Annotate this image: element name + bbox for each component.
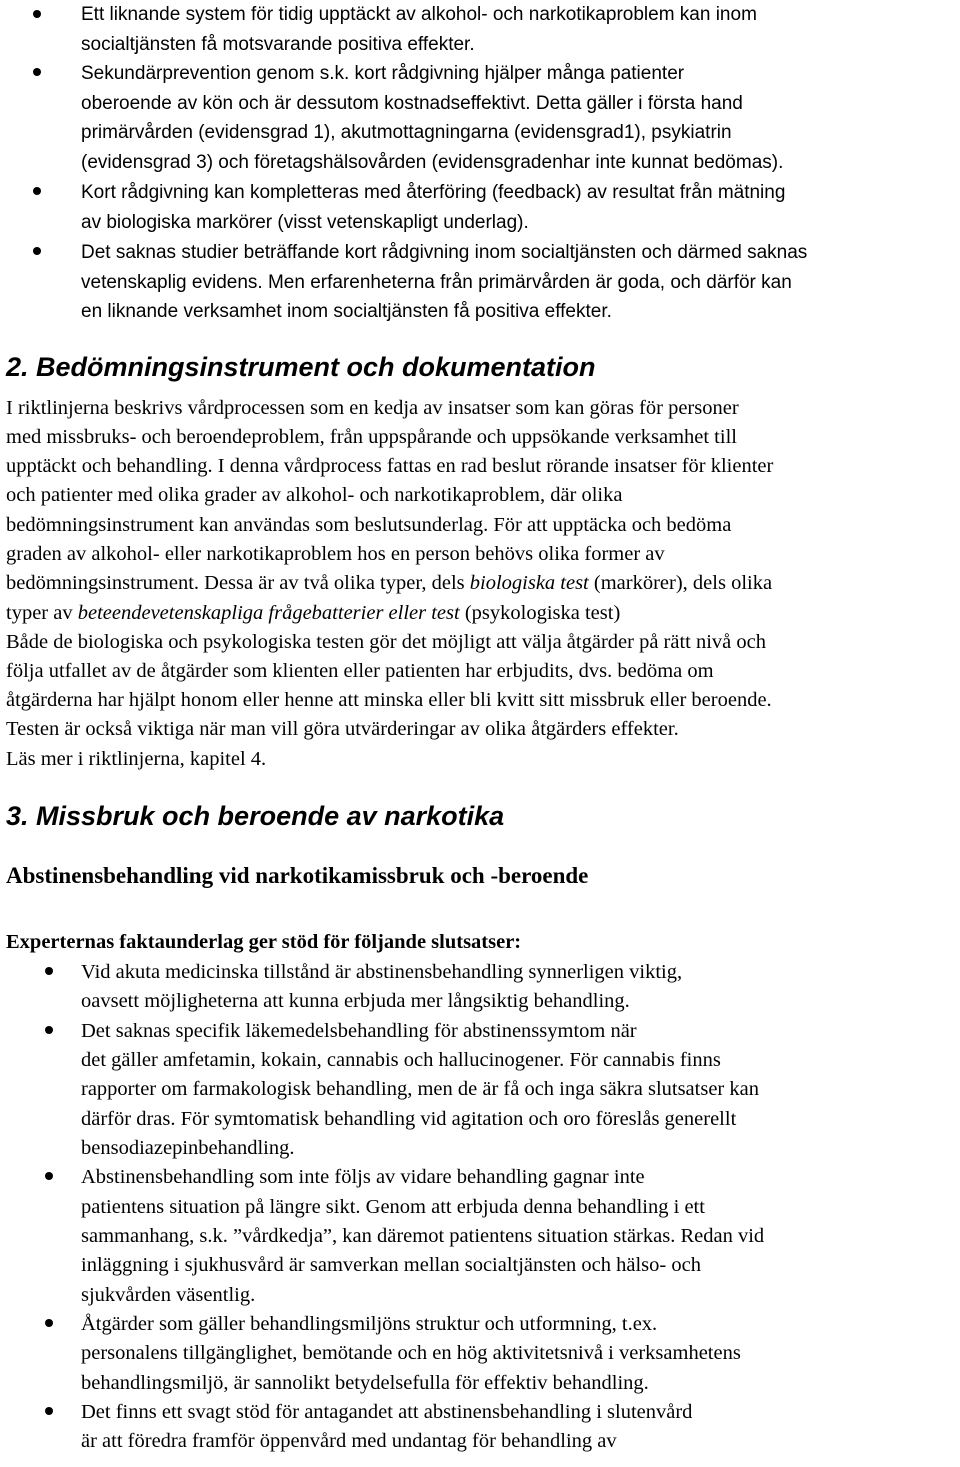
list-item-line: sjukvården väsentlig. <box>81 1284 256 1306</box>
paragraph-line <box>6 573 772 594</box>
italic-term: biologiska test <box>469 572 589 594</box>
list-item-line: oavsett möjligheterna att kunna erbjuda mer långsiktig behandling. <box>81 990 630 1012</box>
list-item-line: Det finns ett svagt stöd för antagandet att abstinensbehandling i slutenvård <box>81 1401 693 1423</box>
list-item-line: patientens situation på längre sikt. Genom att erbjuda denna behandling i ett <box>81 1196 705 1218</box>
bullet-icon <box>33 247 41 255</box>
list-item-line: Det saknas specifik läkemedelsbehandling för abstinenssymtom när <box>81 1020 637 1042</box>
bullet-icon <box>33 68 41 76</box>
paragraph-line: med missbruks- och beroendeproblem, från uppspårande och uppsökande verksamhet till <box>6 426 737 448</box>
paragraph-line: graden av alkohol- eller narkotikaproblem hos en person behövs olika former av <box>6 543 665 565</box>
list-item-line: oberoende av kön och är dessutom kostnadseffektivt. Detta gäller i första hand <box>81 93 743 114</box>
list-item-line: Sekundärprevention genom s.k. kort rådgivning hjälper många patienter <box>81 63 685 84</box>
text-run: (psykologiska test) <box>459 602 621 624</box>
paragraph-line: följa utfallet av de åtgärder som klienten eller patienten har erbjudits, dvs. bedöma om <box>6 660 714 682</box>
section-heading: 2. Bedömningsinstrument och dokumentation <box>6 352 596 382</box>
list-item-line: av biologiska markörer (visst vetenskapligt underlag). <box>81 212 529 233</box>
text-run: (markörer), dels olika <box>588 572 773 594</box>
text-run: bedömningsinstrument. Dessa är av två olika typer, dels <box>6 572 470 594</box>
bullet-icon <box>45 1319 53 1327</box>
list-item-line: är att föredra framför öppenvård med undantag för behandling av <box>81 1430 617 1452</box>
list-item-line: inläggning i sjukhusvård är samverkan mellan socialtjänsten och hälso- och <box>81 1254 701 1276</box>
list-item-line: primärvården (evidensgrad 1), akutmottagningarna (evidensgrad1), psykiatrin <box>81 122 732 143</box>
bullet-icon <box>45 967 53 975</box>
list-item-line: behandlingsmiljö, är sannolikt betydelsefulla för effektiv behandling. <box>81 1372 649 1394</box>
list-item-line: Abstinensbehandling som inte följs av vidare behandling gagnar inte <box>81 1166 645 1188</box>
bullet-icon <box>33 187 41 195</box>
paragraph-line: I riktlinjerna beskrivs vårdprocessen som en kedja av insatser som kan göras för personer <box>6 397 739 419</box>
list-item-line: Det saknas studier beträffande kort rådgivning inom socialtjänsten och därmed saknas <box>81 242 808 263</box>
list-item-line: rapporter om farmakologisk behandling, men de är få och inga säkra slutsatser kan <box>81 1078 759 1100</box>
subheading: Abstinensbehandling vid narkotikamissbruk och -beroende <box>6 863 589 888</box>
paragraph-line: bedömningsinstrument kan användas som beslutsunderlag. För att upptäcka och bedöma <box>6 514 732 536</box>
lead-text: Experternas faktaunderlag ger stöd för följande slutsatser: <box>6 931 522 953</box>
list-item-line: därför dras. För symtomatisk behandling vid agitation och oro föreslås generellt <box>81 1108 737 1130</box>
paragraph-line: upptäckt och behandling. I denna vårdprocess fattas en rad beslut rörande insatser för klienter <box>6 455 774 477</box>
paragraph-line: och patienter med olika grader av alkohol- och narkotikaproblem, där olika <box>6 484 623 506</box>
list-item-line: bensodiazepinbehandling. <box>81 1137 295 1159</box>
list-item-line: personalens tillgänglighet, bemötande och en hög aktivitetsnivå i verksamhetens <box>81 1342 741 1364</box>
paragraph-line: åtgärderna har hjälpt honom eller henne att minska eller bli kvitt sitt missbruk eller beroende. <box>6 689 772 711</box>
paragraph-line: Både de biologiska och psykologiska testen gör det möjligt att välja åtgärder på rätt nivå och <box>6 631 767 653</box>
list-item-line: det gäller amfetamin, kokain, cannabis och hallucinogener. För cannabis finns <box>81 1049 721 1071</box>
list-item-line: Kort rådgivning kan kompletteras med återföring (feedback) av resultat från mätning <box>81 182 786 203</box>
text-run: typer av <box>6 602 78 624</box>
paragraph-line: Läs mer i riktlinjerna, kapitel 4. <box>6 748 267 770</box>
section-heading: 3. Missbruk och beroende av narkotika <box>6 801 505 831</box>
italic-term: beteendevetenskapliga frågebatterier eller test <box>77 602 460 624</box>
list-item-line: (evidensgrad 3) och företagshälsovården (evidensgradenhar inte kunnat bedömas). <box>81 152 784 173</box>
bullet-icon <box>45 1172 53 1180</box>
list-item-line: en liknande verksamhet inom socialtjänsten få positiva effekter. <box>81 301 612 322</box>
list-item-line: vetenskaplig evidens. Men erfarenheterna från primärvården är goda, och därför kan <box>81 272 792 293</box>
list-item-line: socialtjänsten få motsvarande positiva effekter. <box>81 34 475 55</box>
list-item-line: Åtgärder som gäller behandlingsmiljöns struktur och utformning, t.ex. <box>81 1313 658 1335</box>
paragraph-line: Testen är också viktiga när man vill göra utvärderingar av olika åtgärders effekter. <box>6 718 679 740</box>
bullet-icon <box>33 10 41 18</box>
paragraph-line <box>6 603 620 624</box>
list-item-line: Ett liknande system för tidig upptäckt av alkohol- och narkotikaproblem kan inom <box>81 4 757 25</box>
list-item-line: sammanhang, s.k. ”vårdkedja”, kan däremot patientens situation stärkas. Redan vid <box>81 1225 765 1247</box>
bullet-icon <box>45 1026 53 1034</box>
bullet-icon <box>45 1407 53 1415</box>
list-item-line: Vid akuta medicinska tillstånd är abstinensbehandling synnerligen viktig, <box>81 961 683 983</box>
